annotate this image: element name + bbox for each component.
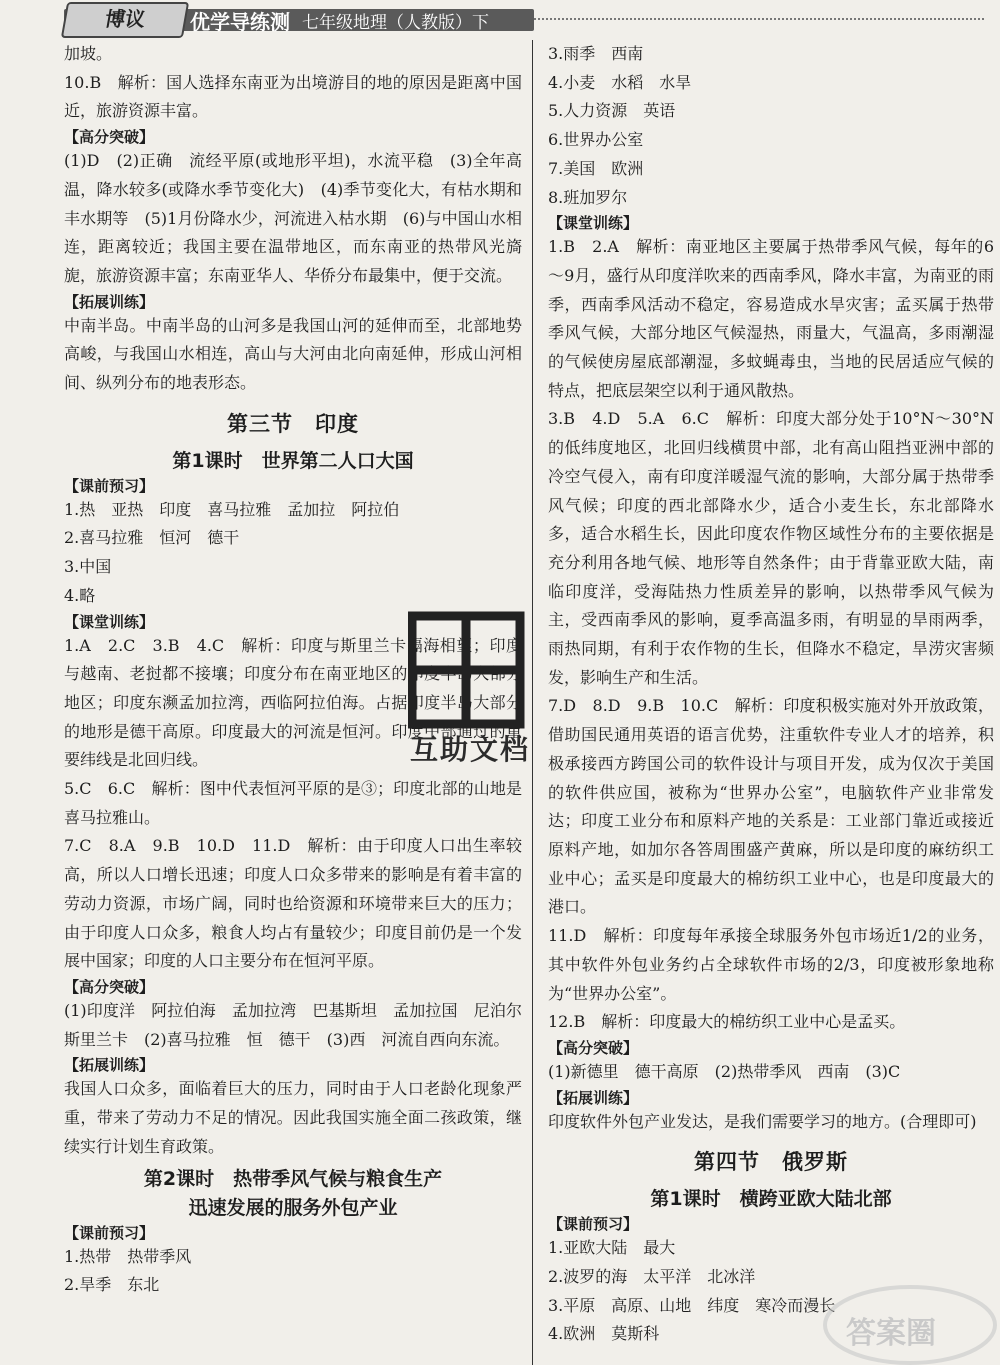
answer-line: 10.B 解析：国人选择东南亚为出境游目的地的原因是距离中国近，旅游资源丰富。 bbox=[64, 72, 522, 121]
answer-line: 1.热带 热带季风 bbox=[64, 1246, 192, 1266]
answer-line: 3.雨季 西南 bbox=[548, 44, 644, 63]
answer-line: 1.亚欧大陆 最大 bbox=[548, 1238, 676, 1258]
lesson-heading: 第2课时 热带季风气候与粮食生产 bbox=[143, 1167, 443, 1190]
answer-line: (1)新德里 德干高原 (2)热带季风 西南 (3)C bbox=[548, 1061, 901, 1081]
section-label: 【高分突破】 bbox=[64, 128, 155, 147]
answer-line: 2.旱季 东北 bbox=[64, 1275, 160, 1295]
answer-line: 1.A 2.C 3.B 4.C 解析：印度与斯里兰卡隔海相望；印度与越南、老挝都不接壤；印度分布在南亚地区的印度半岛大部分地区；印度东濒孟加拉湾，西临阿拉伯海。占据印度半岛大部分的地形是德干高原。印度最大的河流是恒河。印度中部通过的重要纬线是北回归线。 bbox=[64, 635, 522, 770]
answer-line: 7.美国 欧洲 bbox=[548, 158, 644, 178]
section-heading: 第三节 印度 bbox=[227, 411, 359, 436]
answer-line: 2.喜马拉雅 恒河 德干 bbox=[64, 528, 240, 548]
answer-line: 12.B 解析：印度最大的棉纺织工业中心是孟买。 bbox=[548, 1012, 906, 1032]
section-label: 【拓展训练】 bbox=[64, 1056, 155, 1075]
watermark-text: 互助文档 bbox=[410, 733, 531, 766]
answer-line: (1)D (2)正确 流经平原(或地形平坦)，水流平稳 (3)全年高温，降水较多(或降水季节变化大) (4)季节变化大，有枯水期和丰水期等 (5)1月份降水少，河流进入枯水期 (6)与中国山水相连，距离较近；我国主要在温带地区，而东南亚的热带风光旖旎，旅游资源丰富；东南亚华人、华侨分布最集中，便于交流。 bbox=[64, 151, 522, 285]
answer-line: 8.班加罗尔 bbox=[548, 187, 628, 207]
answer-line: 7.C 8.A 9.B 10.D 11.D 解析：由于印度人口出生率较高，所以人口增长迅速；印度人口众多带来的影响是有着丰富的劳动力资源，市场广阔，同时也给资源和环境带来巨大的压力；由于印度人口众多，粮食人均占有量较少；印度目前仍是一个发展中国家；印度的人口主要分布在恒河平原。 bbox=[64, 836, 522, 971]
answer-line: (1)印度洋 阿拉伯海 孟加拉湾 巴基斯坦 孟加拉国 尼泊尔 斯里兰卡 (2)喜马拉雅 恒 德干 (3)西 河流自西向东流。 bbox=[64, 1000, 539, 1049]
answer-line: 我国人口众多，面临着巨大的压力，同时由于人口老龄化现象严重，带来了劳动力不足的情况。因此我国实施全面二孩政策，继续实行计划生育政策。 bbox=[64, 1079, 522, 1156]
section-label: 【课前预习】 bbox=[64, 1223, 155, 1242]
answer-line: 印度软件外包产业发达，是我们需要学习的地方。(合理即可) bbox=[548, 1111, 977, 1131]
page-header bbox=[0, 0, 1000, 38]
section-label: 【课堂训练】 bbox=[548, 214, 639, 233]
section-label: 【课堂训练】 bbox=[64, 612, 155, 631]
section-label: 【课前预习】 bbox=[64, 476, 155, 495]
section-label: 【课前预习】 bbox=[548, 1215, 639, 1234]
brand-logo: 博议 bbox=[61, 2, 189, 38]
answer-line: 3.中国 bbox=[64, 557, 112, 577]
answer-line: 1.热 亚热 印度 喜马拉雅 孟加拉 阿拉伯 bbox=[64, 499, 400, 519]
answer-line: 11.D 解析：印度每年承接全球服务外包市场近1/2的业务，其中软件外包业务约占全球软件市场的2/3，印度被形象地称为“世界办公室”。 bbox=[548, 926, 994, 1003]
lesson-heading: 迅速发展的服务外包产业 bbox=[188, 1196, 398, 1219]
lesson-heading: 第1课时 世界第二人口大国 bbox=[172, 449, 414, 472]
answer-line: 4.略 bbox=[64, 585, 96, 605]
header-dotted-rule bbox=[534, 18, 984, 20]
answer-line: 中南半岛。中南半岛的山河多是我国山河的延伸而至，北部地势高峻，与我国山水相连，高山与大河由北向南延伸，形成山河相间、纵列分布的地表形态。 bbox=[64, 315, 522, 393]
right-column bbox=[548, 40, 994, 1349]
answer-line: 3.平原 高原、山地 纬度 寒冷而漫长 bbox=[548, 1295, 836, 1315]
answer-line: 3.B 4.D 5.A 6.C 解析：印度大部分处于10°N～30°N的低纬度地区，北回归线横贯中部，北有高山阻挡亚洲中部的冷空气侵入，南有印度洋暖湿气流的影响，大部分属于热带季风气候；印度的西北部降水少，适合小麦生长，东北部降水多，适合水稻生长，因此印度农作物区域性分布的主要依据是充分利用各地气候、地形等自然条件；由于背靠亚欧大陆，南临印度洋，受海陆热力性质差异的影响，以热带季风气候为主，受西南季风的影响，夏季高温多雨，有明显的旱雨两季，雨热同期，有利于农作物的生长，但降水不稳定，旱涝灾害频发，影响生产和生活。 bbox=[548, 409, 994, 687]
section-label: 【高分突破】 bbox=[548, 1038, 639, 1057]
answer-line: 5.C 6.C 解析：图中代表恒河平原的是③；印度北部的山地是喜马拉雅山。 bbox=[64, 779, 522, 827]
section-label: 【高分突破】 bbox=[64, 977, 155, 996]
answer-line: 2.波罗的海 太平洋 北冰洋 bbox=[548, 1267, 756, 1287]
answer-line: 6.世界办公室 bbox=[548, 130, 644, 150]
section-heading: 第四节 俄罗斯 bbox=[694, 1150, 848, 1175]
answer-line: 4.欧洲 莫斯科 bbox=[548, 1324, 660, 1344]
section-label: 【拓展训练】 bbox=[64, 292, 155, 311]
answer-line: 加坡。 bbox=[64, 44, 113, 63]
answer-stamp-text: 答案圈 bbox=[846, 1316, 936, 1351]
answer-line: 4.小麦 水稻 水旱 bbox=[548, 72, 692, 92]
lesson-heading: 第1课时 横跨亚欧大陆北部 bbox=[650, 1188, 892, 1211]
answer-line: 7.D 8.D 9.B 10.C 解析：印度积极实施对外开放政策，借助国民通用英语的语言优势，注重软件专业人才的培养，积极承接西方跨国公司的软件设计与项目开发，成为仅次于美国的软件供应国，被称为“世界办公室”，电脑软件产业非常发达；印度工业分布和原料产地的关系是：工业部门靠近或接近原料产地，如加尔各答周围盛产黄麻，所以是印度的麻纺织工业中心；孟买是印度最大的棉纺织工业中心，也是印度最大的港口。 bbox=[548, 696, 994, 917]
answer-line: 5.人力资源 英语 bbox=[548, 101, 676, 121]
book-subtitle: 七年级地理（人教版）下 bbox=[302, 13, 489, 33]
series-title: 优学导练测 bbox=[190, 10, 290, 34]
answer-line: 1.B 2.A 解析：南亚地区主要属于热带季风气候，每年的6～9月，盛行从印度洋吹来的西南季风，降水丰富，为南亚的雨季，西南季风活动不稳定，容易造成水旱灾害；孟买属于热带季风气候，大部分地区气候湿热，雨量大，气温高，多雨潮湿的气候使房屋底部潮湿，多蚊蝇毒虫，当地的民居适应气候的特点，把底层架空以利于通风散热。 bbox=[548, 237, 994, 400]
section-label: 【拓展训练】 bbox=[548, 1088, 639, 1107]
